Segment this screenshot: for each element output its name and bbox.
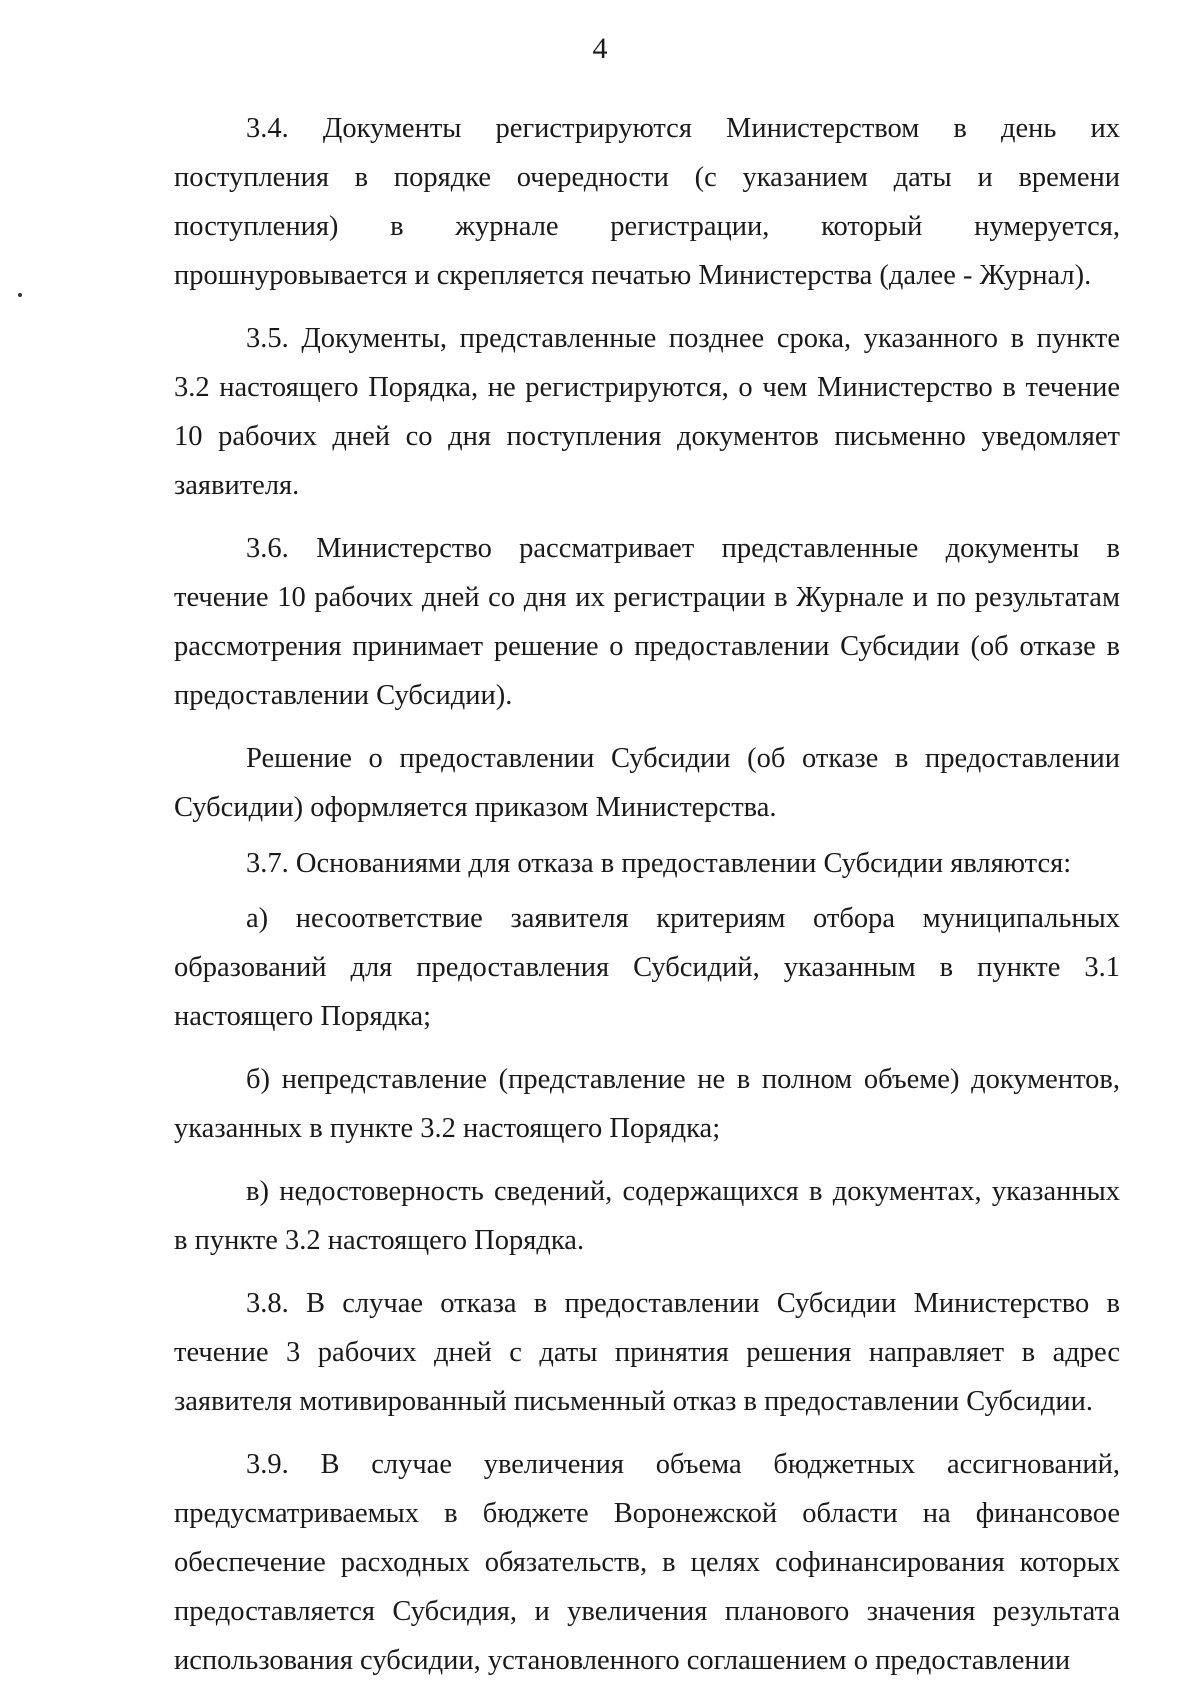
page-number: 4 [592, 32, 608, 65]
paragraph-3-5: 3.5. Документы, представленные позднее срока, указанного в пункте 3.2 настоящего Порядка, не регистрируются, о чем Министерство в течение 10 рабочих дней со дня поступления документов письменно уведомляет заявителя. [174, 323, 1120, 501]
paragraph-3-8: 3.8. В случае отказа в предоставлении Субсидии Министерство в течение 3 рабочих дней с даты принятия решения направляет в адрес заявителя мотивированный письменный отказ в предоставлении Субсидии. [174, 1288, 1120, 1417]
document-body [174, 104, 1120, 1685]
paragraph-3-6: 3.6. Министерство рассматривает представленные документы в течение 10 рабочих дней со дня их регистрации в Журнале и по результатам рассмотрения принимает решение о предоставлении Субсидии (об отказе в предоставлении Субсидии). [174, 533, 1120, 711]
scan-speck [18, 293, 22, 297]
paragraph-3-4: 3.4. Документы регистрируются Министерством в день их поступления в порядке очередности (с указанием даты и времени поступления) в журнале регистрации, который нумеруется, прошнуровывается и скрепляется печатью Министерства (далее - Журнал). [174, 113, 1120, 291]
paragraph-3-7-c: в) недостоверность сведений, содержащихся в документах, указанных в пункте 3.2 настоящего Порядка. [174, 1176, 1120, 1256]
paragraph-decision: Решение о предоставлении Субсидии (об отказе в предоставлении Субсидии) оформляется приказом Министерства. [174, 743, 1120, 823]
paragraph-3-7: 3.7. Основаниями для отказа в предоставлении Субсидии являются: [246, 848, 1072, 879]
paragraph-3-9: 3.9. В случае увеличения объема бюджетных ассигнований, предусматриваемых в бюджете Воронежской области на финансовое обеспечение расходных обязательств, в целях софинансирования которых предоставляется Субсидия, и увеличения планового значения результата использования субсидии, установленного соглашением о предоставлении [174, 1449, 1120, 1676]
paragraph-3-7-a: а) несоответствие заявителя критериям отбора муниципальных образований для предоставления Субсидий, указанным в пункте 3.1 настоящего Порядка; [174, 903, 1120, 1032]
paragraph-3-7-b: б) непредставление (представление не в полном объеме) документов, указанных в пункте 3.2 настоящего Порядка; [174, 1064, 1120, 1144]
